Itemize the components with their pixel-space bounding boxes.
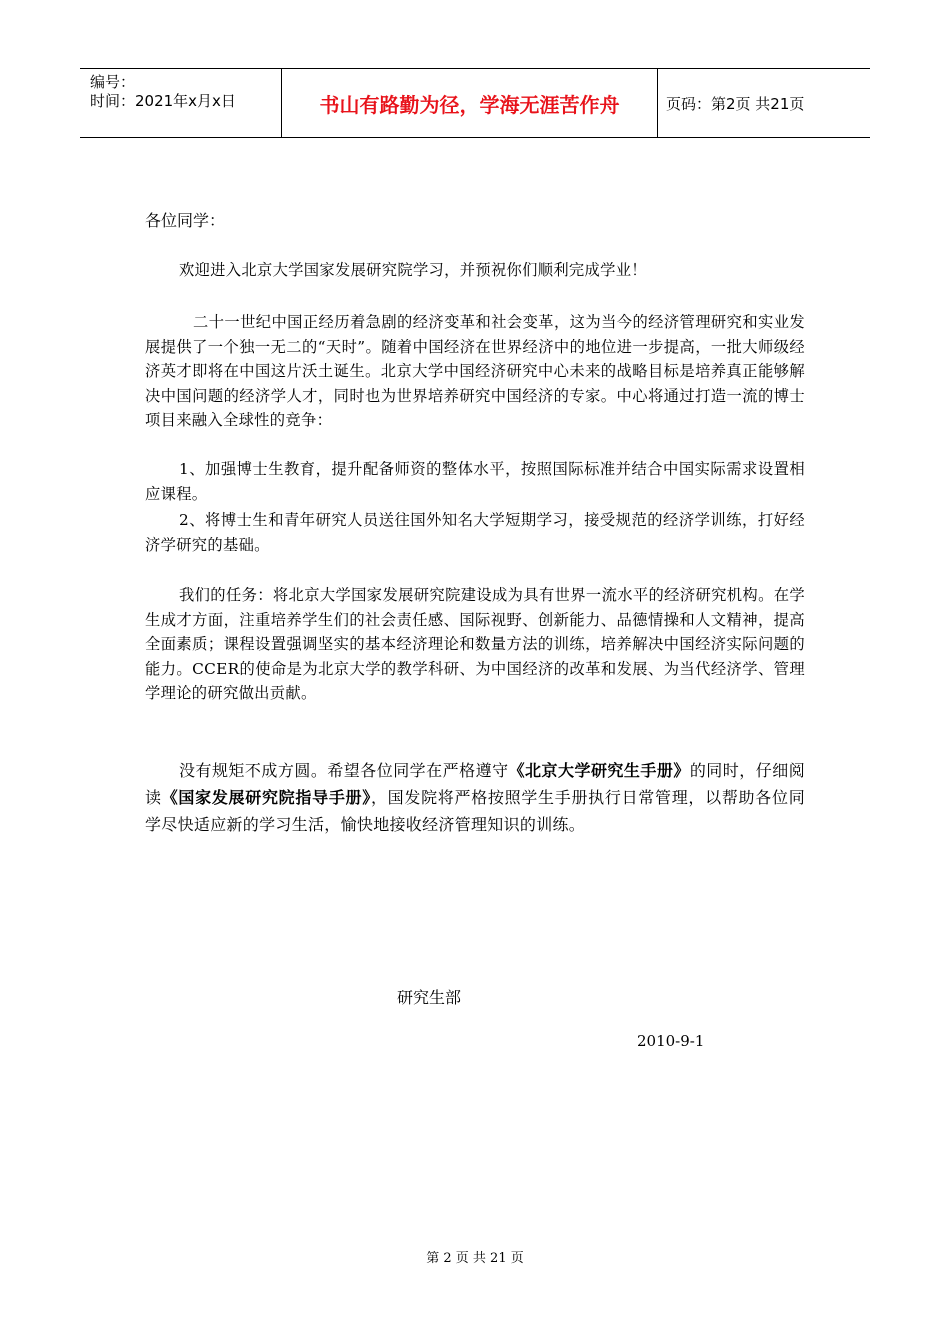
list-item-1: 1、加强博士生教育，提升配备师资的整体水平，按照国际标准并结合中国实际需求设置相应课程。 [145,460,805,503]
book-title-2: 《国家发展研究院指导手册》 [161,788,371,807]
signature: 研究生部 [397,988,462,1007]
letter-date: 2010-9-1 [637,1032,705,1050]
rules-text-a: 没有规矩不成方圆。希望各位同学在严格遵守 [179,761,509,780]
header-page-label: 页码：第2页 共21页 [666,94,805,113]
rules-text-b: 的同时，仔细阅读 [145,761,805,807]
page-footer: 第 2 页 共 21 页 [426,1251,524,1266]
paragraph-rules [145,757,805,838]
salutation: 各位同学： [145,211,226,230]
page-header [80,68,870,138]
time-label: 时间：2021年x月x日 [90,92,236,110]
rules-text-c: ，国发院将严格按照学生手册执行日常管理，以帮助各位同学尽快适应新的学习生活，愉快地接收经济管理知识的训练。 [145,788,805,834]
book-title-1: 《北京大学研究生手册》 [508,761,690,780]
code-label: 编号： [90,73,136,91]
header-motto: 书山有路勤为径，学海无涯苦作舟 [282,69,658,137]
paragraph-mission: 我们的任务：将北京大学国家发展研究院建设成为具有世界一流水平的经济研究机构。在学生成才方面，注重培养学生们的社会责任感、国际视野、创新能力、品德情操和人文精神，提高全面素质；课程设置强调坚实的基本经济理论和数量方法的训练，培养解决中国经济实际问题的能力。CCER的使命是为北京大学的教学科研、为中国经济的改革和发展、为当代经济学、管理学理论的研究做出贡献。 [145,586,805,702]
list-item-2: 2、将博士生和青年研究人员送往国外知名大学短期学习，接受规范的经济学训练，打好经济学研究的基础。 [145,511,805,554]
header-info [80,69,282,137]
paragraph-century: 二十一世纪中国正经历着急剧的经济变革和社会变革，这为当今的经济管理研究和实业发展提供了一个独一无二的“天时”。随着中国经济在世界经济中的地位进一步提高，一批大师级经济英才即将在中国这片沃土诞生。北京大学中国经济研究中心未来的战略目标是培养真正能够解决中国问题的经济学人才，同时也为世界培养研究中国经济的专家。中心将通过打造一流的博士项目来融入全球性的竞争： [145,313,805,429]
welcome-paragraph: 欢迎进入北京大学国家发展研究院学习，并预祝你们顺利完成学业！ [179,261,647,279]
